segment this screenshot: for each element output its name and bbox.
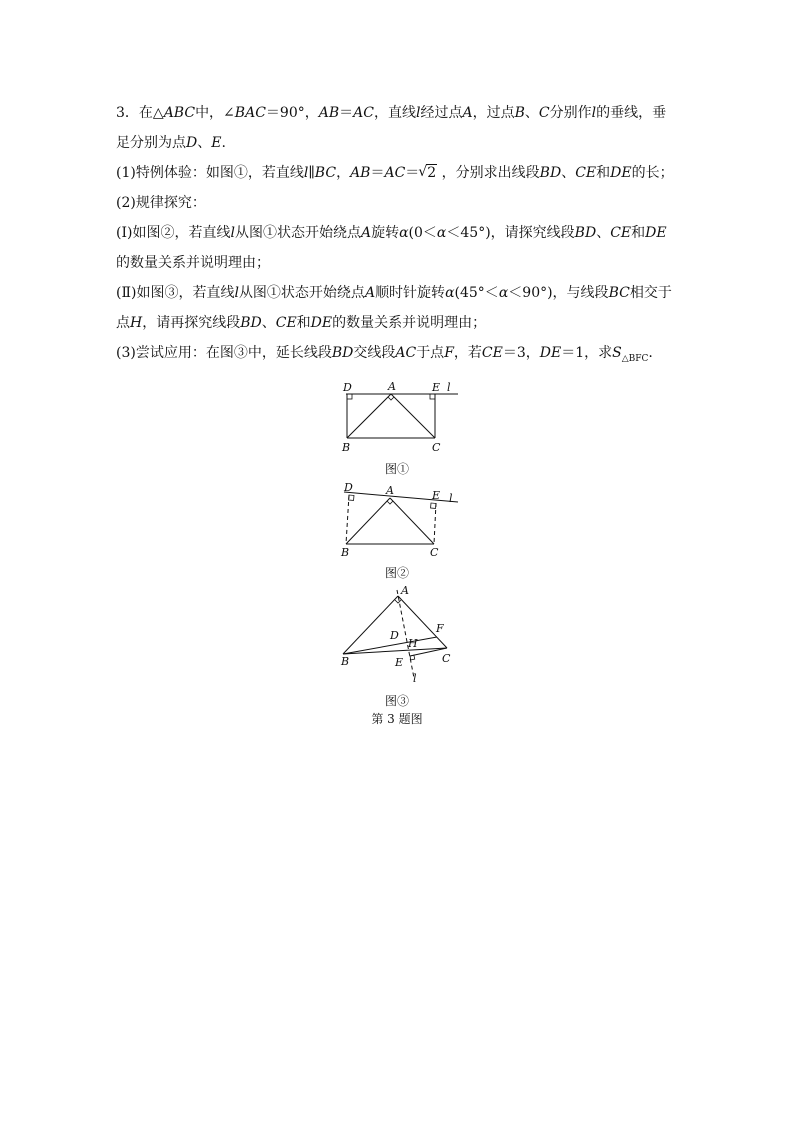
var: AB: [318, 105, 340, 121]
text: 相交于: [629, 285, 672, 301]
var: BD: [331, 345, 354, 361]
figure-2: [330, 482, 470, 564]
label-c: C: [432, 441, 441, 454]
var: CE: [575, 165, 597, 181]
text: (45°＜: [454, 285, 499, 301]
sqrt-radicand: 2: [427, 165, 437, 181]
right-angle-mark-a: [387, 501, 393, 504]
segment-bd: [346, 495, 349, 544]
right-angle-mark-e: [431, 503, 436, 508]
text: (2)规律探究：: [116, 195, 206, 211]
segment-ab: [346, 498, 390, 544]
part-2-ii-line-1: [116, 278, 682, 308]
label-e: E: [395, 656, 404, 669]
var: AC: [395, 345, 417, 361]
var: F: [444, 345, 454, 361]
text: ＝90°，: [265, 105, 319, 121]
var: BC: [314, 165, 337, 181]
text: ，过点: [472, 105, 515, 121]
var: AC: [384, 165, 406, 181]
var: α: [498, 285, 509, 301]
text: .: [221, 135, 226, 151]
text: .: [648, 345, 653, 361]
text: 交线段: [353, 345, 396, 361]
segment-ce: [434, 503, 436, 544]
label-b: B: [342, 441, 351, 454]
text: 的数量关系并说明理由；: [116, 255, 270, 271]
label-b: B: [341, 655, 350, 668]
var: A: [462, 105, 473, 121]
figure-1-caption: 图①: [384, 462, 409, 476]
label-l: l: [449, 492, 453, 505]
var: l: [415, 105, 421, 121]
figure-3-caption: 图③: [384, 694, 409, 708]
right-angle-mark-e: [430, 394, 435, 399]
text: 、: [596, 225, 611, 241]
text: 、: [261, 315, 276, 331]
var: BC: [608, 285, 630, 301]
var: A: [360, 225, 372, 241]
text: ＝1，求: [561, 345, 613, 361]
label-l: l: [413, 672, 417, 685]
text: 和: [631, 225, 646, 241]
part-1-text: [116, 158, 682, 188]
var: S: [612, 345, 622, 361]
text: (Ⅰ)如图②，若直线: [116, 225, 231, 241]
var: l: [234, 285, 239, 301]
text: 于点: [416, 345, 445, 361]
figure-group-caption: 第 3 题图: [371, 712, 423, 726]
var: BD: [574, 225, 597, 241]
right-angle-mark-e: [410, 655, 415, 660]
part-3-text: [116, 338, 682, 374]
text: ，分别求出线段: [437, 165, 540, 181]
label-l: l: [447, 381, 451, 394]
text: ＝: [370, 165, 385, 181]
segment-ac: [391, 394, 435, 438]
text: ，: [336, 165, 351, 181]
text: 经过点: [420, 105, 463, 121]
var: l: [230, 225, 235, 241]
text: (Ⅱ)如图③，若直线: [116, 285, 235, 301]
right-angle-mark-d: [347, 394, 352, 399]
text: 中，∠: [195, 105, 235, 121]
label-d: D: [344, 482, 353, 494]
label-b: B: [341, 546, 350, 559]
text: ＝: [339, 105, 354, 121]
var: α: [399, 225, 409, 241]
label-d: D: [390, 629, 399, 642]
text: 足分别为点: [116, 135, 186, 151]
var: ABC: [163, 105, 196, 121]
text: ＜45°)，请探究线段: [446, 225, 575, 241]
part-2-i-line-2: [116, 248, 682, 278]
var: C: [538, 105, 550, 121]
label-d: D: [343, 381, 352, 394]
label-e: E: [432, 381, 441, 394]
figure-3: [330, 584, 470, 692]
text: ，直线: [373, 105, 416, 121]
text: 点: [116, 315, 130, 331]
text: (1)特例体验：如图①，若直线: [116, 165, 304, 181]
part-2-i-line-1: [116, 218, 682, 248]
var: α: [436, 225, 447, 241]
text: 、: [524, 105, 539, 121]
var: A: [364, 285, 376, 301]
label-c: C: [442, 652, 451, 665]
label-e: E: [432, 489, 441, 502]
line-l: [344, 492, 458, 502]
text: 的数量关系并说明理由；: [332, 315, 487, 331]
right-angle-mark-a: [395, 600, 401, 603]
segment-ac: [390, 498, 434, 544]
text: ，若: [453, 345, 482, 361]
text: ＝3，: [502, 345, 540, 361]
label-h: H: [408, 637, 418, 650]
text: 和: [296, 315, 311, 331]
label-a: A: [386, 484, 394, 497]
var: CE: [481, 345, 503, 361]
var: BAC: [234, 105, 266, 121]
label-a: A: [401, 584, 409, 597]
var: CE: [275, 315, 297, 331]
text: (0＜: [408, 225, 437, 241]
var: AB: [350, 165, 371, 181]
part-2-ii-line-2: [116, 308, 682, 338]
var: l: [303, 165, 309, 181]
text: 、: [197, 135, 212, 151]
label-a: A: [388, 380, 396, 393]
text: 分别作: [549, 105, 592, 121]
figure-2-caption: 图②: [384, 566, 409, 580]
problem-line-1: [116, 98, 682, 128]
right-angle-mark-a: [388, 397, 394, 400]
var: BD: [240, 315, 262, 331]
var: DE: [539, 345, 562, 361]
text: ＝: [405, 165, 420, 181]
part-2-heading: [116, 188, 682, 218]
var: CE: [610, 225, 632, 241]
segment-ab: [347, 394, 391, 438]
text: 从图①状态开始绕点: [234, 225, 361, 241]
text: 的垂线，垂: [596, 105, 667, 121]
text: 顺时针旋转: [375, 285, 446, 301]
var: DE: [610, 165, 632, 181]
label-f: F: [436, 622, 444, 635]
text: 3．在△: [116, 105, 164, 121]
var: H: [130, 315, 143, 331]
var: BD: [539, 165, 562, 181]
label-c: C: [430, 546, 439, 559]
var: D: [186, 135, 198, 151]
text: ，请再探究线段: [142, 315, 241, 331]
var: B: [514, 105, 525, 121]
text: 的长；: [631, 165, 674, 181]
var: E: [211, 135, 222, 151]
text: 和: [596, 165, 611, 181]
var: α: [445, 285, 455, 301]
text: (3)尝试应用：在图③中，延长线段: [116, 345, 332, 361]
var: DE: [310, 315, 333, 331]
text: 、: [561, 165, 576, 181]
text: ＜90°)，与线段: [508, 285, 609, 301]
var: l: [591, 105, 597, 121]
text: 旋转: [371, 225, 400, 241]
subscript: △BFC: [621, 353, 649, 364]
text: 从图①状态开始绕点: [238, 285, 365, 301]
problem-line-2: [116, 128, 682, 158]
var: DE: [645, 225, 667, 241]
text: ∥: [308, 165, 315, 181]
figure-1: [330, 378, 470, 460]
sqrt-symbol: [419, 158, 437, 188]
var: AC: [353, 105, 374, 121]
